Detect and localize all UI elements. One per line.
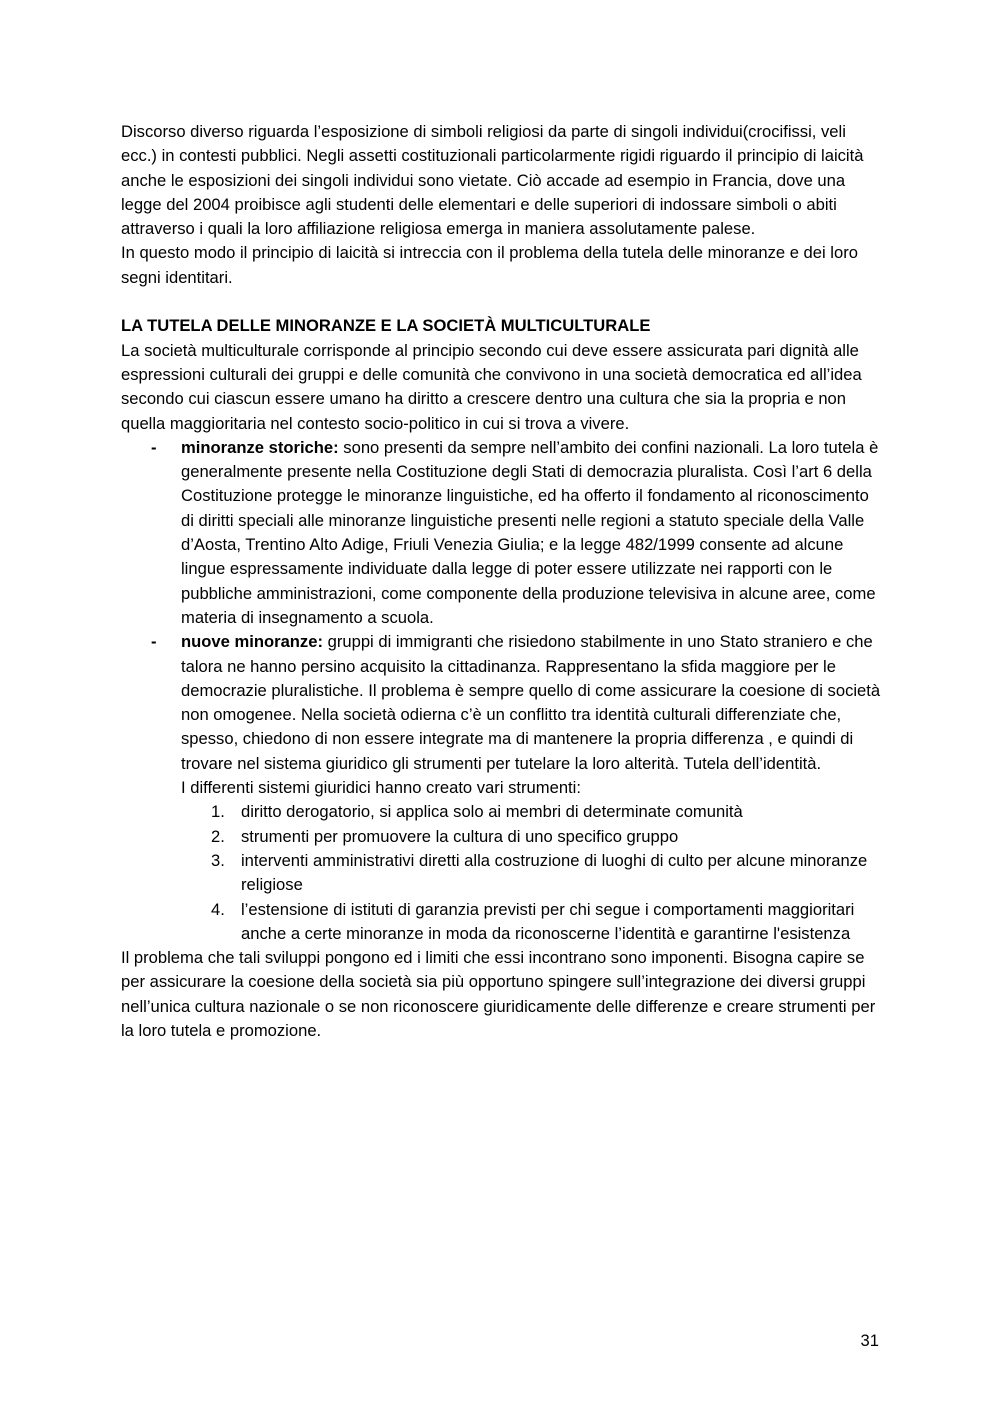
item-number: 3. bbox=[211, 850, 225, 870]
bullet-term: minoranze storiche: bbox=[181, 437, 339, 457]
item-text: interventi amministrativi diretti alla costruzione di luoghi di culto per alcune minoranze religiose bbox=[241, 850, 868, 895]
bullet-text: gruppi di immigranti che risiedono stabilmente in uno Stato straniero e che talora ne hanno persino acquisito la cittadinanza. Rappresentano la sfida maggiore per le democrazie pluralistiche. Il problema è sempre quello di come assicurare la coesione di società non omogenee. Nella società odierna c’è un conflitto tra identità culturali differenziate che, spesso, chiedono di non essere integrate ma di mantenere la propria differenza , e quindi di trovare nel sistema giuridico gli strumenti per tutelare la loro alterità. Tutela dell’identità. bbox=[181, 632, 881, 773]
list-item-new-minorities bbox=[121, 630, 881, 946]
item-number: 4. bbox=[211, 899, 225, 919]
spacer bbox=[121, 290, 881, 314]
bullet-followup: I differenti sistemi giuridici hanno creato vari strumenti: bbox=[181, 778, 581, 798]
page-body bbox=[121, 120, 881, 1043]
item-number: 2. bbox=[211, 826, 225, 846]
closing-paragraph: Il problema che tali sviluppi pongono ed i limiti che essi incontrano sono imponenti. Bisogna capire se per assicurare la coesione della società sia più opportuno spingere sull’integrazione dei diversi gruppi nell’unica cultura nazionale o se non riconoscere giuridicamente delle differenze e creare strumenti per la loro tutela e promozione. bbox=[121, 948, 876, 1040]
item-text: diritto derogatorio, si applica solo ai membri di determinate comunità bbox=[241, 802, 743, 822]
numbered-list bbox=[181, 800, 881, 946]
bullet-text: sono presenti da sempre nell’ambito dei confini nazionali. La loro tutela è generalmente presente nella Costituzione degli Stati di democrazia pluralista. Così l’art 6 della Costituzione protegge le minoranze linguistiche, ed ha offerto il fondamento al riconoscimento di diritti speciali alle minoranze linguistiche presenti nelle regioni a statuto speciale della Valle d’Aosta, Trentino Alto Adige, Friuli Venezia Giulia; e la legge 482/1999 consente ad alcune lingue espressamente individuate dalla legge di poter essere utilizzate nei rapporti con le pubbliche amministrazioni, come componente della produzione televisiva in alcune aree, come materia di insegnamento a scuola. bbox=[181, 437, 879, 627]
bullet-marker: - bbox=[151, 632, 157, 652]
section-intro: La società multiculturale corrisponde al principio secondo cui deve essere assicurata pari dignità alle espressioni culturali dei gruppi e delle comunità che convivono in una società democratica ed all’idea secondo cui ciascun essere umano ha diritto a crescere dentro una cultura che sia la propria e non quella maggioritaria nel contesto socio-politico in cui si trova a vivere. bbox=[121, 340, 862, 433]
numbered-item bbox=[181, 800, 881, 824]
list-item-historic-minorities bbox=[121, 436, 881, 630]
bullet-marker: - bbox=[151, 437, 157, 457]
numbered-item bbox=[181, 825, 881, 849]
numbered-item bbox=[181, 849, 881, 898]
item-text: strumenti per promuovere la cultura di uno specifico gruppo bbox=[241, 826, 679, 846]
numbered-item bbox=[181, 898, 881, 947]
paragraph-laicity-minorities: In questo modo il principio di laicità si intreccia con il problema della tutela delle minoranze e dei loro segni identitari. bbox=[121, 243, 858, 287]
bullet-list bbox=[121, 436, 881, 946]
page-number: 31 bbox=[860, 1331, 879, 1350]
section-heading: LA TUTELA DELLE MINORANZE E LA SOCIETÀ MULTICULTURALE bbox=[121, 316, 651, 336]
bullet-term: nuove minoranze: bbox=[181, 632, 323, 652]
item-text: l’estensione di istituti di garanzia previsti per chi segue i comportamenti maggioritari anche a certe minoranze in moda da riconoscerne l’identità e garantirne l'esistenza bbox=[241, 899, 855, 943]
paragraph-religious-symbols: Discorso diverso riguarda l’esposizione di simboli religiosi da parte di singoli individui(crocifissi, veli ecc.) in contesti pubblici. Negli assetti costituzionali particolarmente rigidi riguardo il principio di laicità anche le esposizioni dei singoli individui sono vietate. Ciò accade ad esempio in Francia, dove una legge del 2004 proibisce agli studenti delle elementari e delle superiori di indossare simboli o abiti attraverso i quali la loro affiliazione religiosa emerga in maniera assolutamente palese. bbox=[121, 122, 864, 239]
item-number: 1. bbox=[211, 802, 225, 822]
